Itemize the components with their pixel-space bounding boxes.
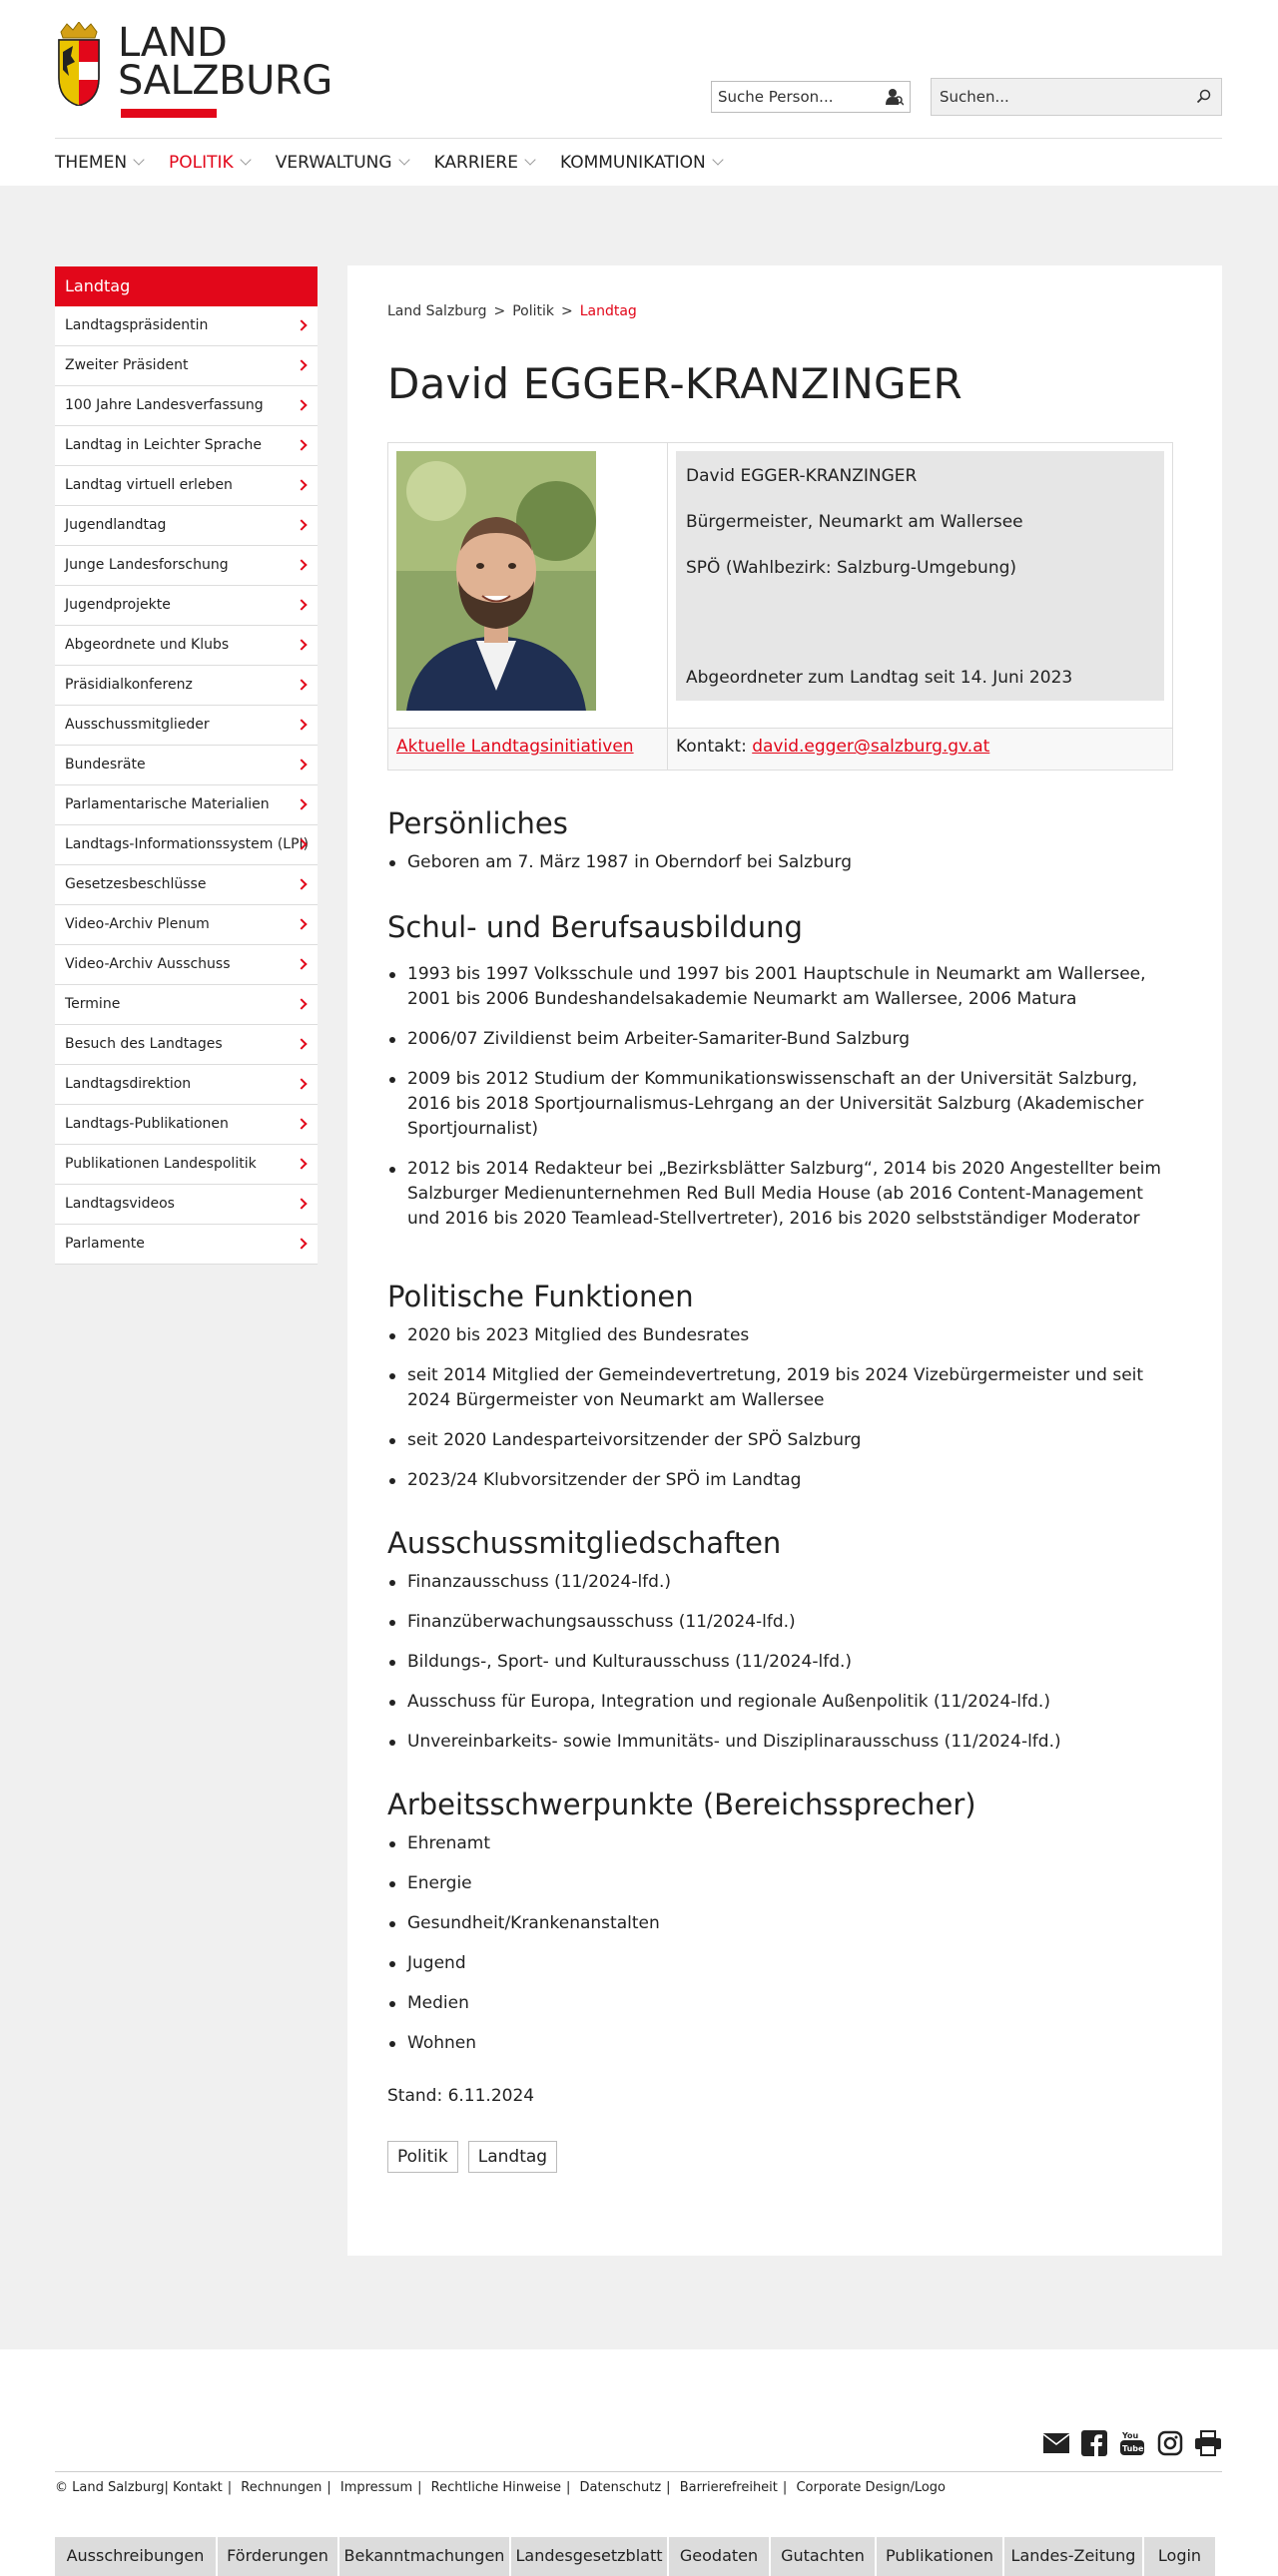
section-list — [387, 1570, 1182, 1755]
chevron-down-icon — [712, 154, 723, 165]
list-item: Finanzausschuss (11/2024-lfd.) — [387, 1570, 1173, 1595]
nav-label: KARRIERE — [433, 152, 518, 173]
footer-link-publikationen[interactable]: Publikationen — [877, 2534, 1002, 2576]
section-title: Politische Funktionen — [387, 1280, 694, 1313]
list-item: Wohnen — [387, 2031, 1173, 2056]
site-logo[interactable] — [55, 22, 334, 122]
sidebar-item-100-jahre-landesverfassung[interactable] — [55, 386, 318, 426]
sidebar-item-label: Video-Archiv Ausschuss — [65, 956, 231, 972]
mail-icon[interactable] — [1042, 2429, 1070, 2457]
separator: | — [227, 2480, 233, 2495]
sidebar-item-label: Zweiter Präsident — [65, 357, 189, 373]
sidebar-item-label: Landtags-Informationssystem (LPI) — [65, 836, 310, 852]
sidebar-item-publikationen-landespolitik[interactable] — [55, 1145, 318, 1185]
legal-link-corporate-design[interactable]: Corporate Design/Logo — [796, 2480, 946, 2495]
profile-details — [676, 451, 1164, 701]
sidebar-item-gesetzesbeschlüsse[interactable] — [55, 865, 318, 905]
instagram-icon[interactable] — [1156, 2429, 1184, 2457]
footer-link-geodaten[interactable]: Geodaten — [669, 2534, 769, 2576]
sidebar-item-landtagsdirektion[interactable] — [55, 1065, 318, 1105]
last-updated: Stand: 6.11.2024 — [387, 2086, 535, 2106]
separator: | — [417, 2480, 422, 2495]
person-search-icon[interactable] — [886, 88, 904, 106]
sidebar-item-landtagsvideos[interactable] — [55, 1185, 318, 1225]
svg-text:You: You — [1122, 2431, 1139, 2440]
section-title: Persönliches — [387, 806, 568, 840]
sidebar-item-landtags-informationssystem-lpi[interactable] — [55, 825, 318, 865]
chevron-right-icon — [296, 679, 307, 690]
initiatives-link[interactable]: Aktuelle Landtagsinitiativen — [396, 737, 634, 757]
list-item: seit 2014 Mitglied der Gemeindevertretung, 2019 bis 2024 Vizebürgermeister und seit 2024 Bürgermeister von Neumarkt am Wallersee — [387, 1363, 1173, 1413]
sidebar-item-präsidialkonferenz[interactable] — [55, 666, 318, 706]
chevron-right-icon — [296, 958, 307, 969]
breadcrumb-current[interactable]: Landtag — [579, 303, 637, 319]
portrait-image — [396, 451, 596, 711]
chevron-right-icon — [296, 399, 307, 410]
nav-label: THEMEN — [55, 152, 128, 173]
breadcrumb-item-politik[interactable]: Politik — [512, 303, 554, 319]
youtube-icon[interactable] — [1118, 2429, 1146, 2457]
footer-link-landesgesetzblatt[interactable]: Landesgesetzblatt — [511, 2534, 667, 2576]
footer-link-login[interactable]: Login — [1144, 2534, 1215, 2576]
chevron-right-icon — [296, 1238, 307, 1249]
contact-cell — [668, 729, 1173, 771]
sidebar-title[interactable]: Landtag — [55, 266, 318, 306]
nav-item-kommunikation[interactable] — [560, 153, 722, 173]
section-committees — [387, 1526, 1182, 1755]
chevron-right-icon — [296, 878, 307, 889]
sidebar-item-label: Jugendlandtag — [65, 517, 167, 533]
profile-role: Bürgermeister, Neumarkt am Wallersee — [686, 512, 1023, 532]
list-item: Medien — [387, 1991, 1173, 2016]
print-icon[interactable] — [1194, 2429, 1222, 2457]
section-list — [387, 1831, 1182, 2056]
separator: | — [326, 2480, 331, 2495]
footer-link-landes-zeitung[interactable]: Landes-Zeitung — [1004, 2534, 1142, 2576]
chevron-right-icon — [296, 798, 307, 809]
list-item: seit 2020 Landesparteivorsitzender der SPÖ Salzburg — [387, 1428, 1173, 1453]
tag-list — [387, 2141, 1182, 2173]
legal-link-barrierefreiheit[interactable]: Barrierefreiheit — [679, 2480, 778, 2495]
list-item: Ehrenamt — [387, 1831, 1173, 1856]
photo-cell — [388, 443, 668, 729]
list-item: Gesundheit/Krankenanstalten — [387, 1911, 1173, 1936]
sidebar-item-landtags-publikationen[interactable] — [55, 1105, 318, 1145]
site-search-placeholder: Suchen... — [940, 88, 1009, 106]
sidebar-item-label: Jugendprojekte — [65, 597, 171, 613]
list-item: Bildungs-, Sport- und Kulturausschuss (11/2024-lfd.) — [387, 1650, 1173, 1675]
legal-link-kontakt[interactable]: Kontakt — [173, 2480, 223, 2495]
sidebar-item-label: Besuch des Landtages — [65, 1036, 223, 1052]
main-content — [347, 265, 1222, 2256]
list-item: Energie — [387, 1871, 1173, 1896]
sidebar-item-label: Publikationen Landespolitik — [65, 1156, 257, 1172]
chevron-right-icon — [296, 439, 307, 450]
coat-of-arms-icon — [55, 22, 103, 106]
separator: | — [666, 2480, 671, 2495]
sidebar-item-abgeordnete-und-klubs[interactable] — [55, 626, 318, 666]
separator: | — [782, 2480, 788, 2495]
nav-item-politik[interactable] — [169, 153, 250, 173]
logo-wordmark — [118, 20, 332, 104]
initiatives-cell — [388, 729, 668, 771]
list-item: 1993 bis 1997 Volksschule und 1997 bis 2001 Hauptschule in Neumarkt am Wallersee, 2001 bis 2006 Bundeshandelsakademie Neumarkt am Wallersee, 2006 Matura — [387, 962, 1173, 1012]
list-item: 2012 bis 2014 Redakteur bei „Bezirksblätter Salzburg“, 2014 bis 2020 Angestellter beim Salzburger Medienunternehmen Red Bull Media House (ab 2016 Content-Management und 2016 bis 2020 Teamlead-Stellvertreter), 2016 bis 2020 selbstständiger Moderator — [387, 1157, 1173, 1232]
chevron-right-icon — [296, 1198, 307, 1209]
profile-party: SPÖ (Wahlbezirk: Salzburg-Umgebung) — [686, 558, 1017, 578]
footer-link-gutachten[interactable]: Gutachten — [771, 2534, 875, 2576]
chevron-right-icon — [296, 1038, 307, 1049]
list-item: Unvereinbarkeits- sowie Immunitäts- und Disziplinarausschuss (11/2024-lfd.) — [387, 1730, 1173, 1755]
sidebar-item-label: Präsidialkonferenz — [65, 677, 193, 693]
sidebar — [55, 266, 318, 1265]
chevron-right-icon — [296, 1158, 307, 1169]
chevron-right-icon — [296, 639, 307, 650]
sidebar-item-label: Parlamentarische Materialien — [65, 796, 270, 812]
section-list — [387, 962, 1182, 1232]
nav-label: KOMMUNIKATION — [560, 152, 706, 173]
sidebar-item-label: Landtag virtuell erleben — [65, 477, 233, 493]
section-personal — [387, 806, 1182, 875]
chevron-right-icon — [296, 1078, 307, 1089]
logo-line1: LAND — [118, 20, 228, 66]
legal-link-rechtliche-hinweise[interactable]: Rechtliche Hinweise — [430, 2480, 561, 2495]
sidebar-item-label: Termine — [65, 996, 121, 1012]
breadcrumb-separator: > — [560, 303, 573, 319]
sidebar-item-label: Gesetzesbeschlüsse — [65, 876, 207, 892]
list-item: Finanzüberwachungsausschuss (11/2024-lfd.) — [387, 1610, 1173, 1635]
sidebar-item-ausschussmitglieder[interactable] — [55, 706, 318, 746]
sidebar-item-label: Ausschussmitglieder — [65, 717, 210, 733]
sidebar-item-label: Junge Landesforschung — [65, 557, 229, 573]
search-icon[interactable] — [1197, 89, 1211, 103]
footer-link-ausschreibungen[interactable]: Ausschreibungen — [55, 2534, 216, 2576]
sidebar-item-label: Bundesräte — [65, 757, 146, 773]
details-cell — [668, 443, 1173, 729]
sidebar-item-label: Abgeordnete und Klubs — [65, 637, 230, 653]
main-navigation — [55, 138, 1222, 186]
sidebar-item-parlamente[interactable] — [55, 1225, 318, 1265]
chevron-down-icon — [398, 154, 409, 165]
chevron-right-icon — [296, 519, 307, 530]
chevron-right-icon — [296, 998, 307, 1009]
sidebar-item-video-archiv-ausschuss[interactable] — [55, 945, 318, 985]
tag-politik[interactable]: Politik — [387, 2141, 458, 2173]
profile-since: Abgeordneter zum Landtag seit 14. Juni 2023 — [686, 668, 1073, 688]
section-title: Arbeitsschwerpunkte (Bereichssprecher) — [387, 1788, 976, 1821]
separator: | — [565, 2480, 571, 2495]
sidebar-item-label: Landtagspräsidentin — [65, 317, 209, 333]
site-footer — [0, 2391, 1278, 2537]
sidebar-item-label: Landtags-Publikationen — [65, 1116, 229, 1132]
chevron-down-icon — [524, 154, 535, 165]
site-search-input[interactable] — [931, 78, 1222, 116]
section-title: Schul- und Berufsausbildung — [387, 910, 803, 944]
sidebar-item-video-archiv-plenum[interactable] — [55, 905, 318, 945]
sidebar-item-label: 100 Jahre Landesverfassung — [65, 397, 264, 413]
sidebar-item-label: Landtagsdirektion — [65, 1076, 192, 1092]
chevron-right-icon — [296, 359, 307, 370]
sidebar-item-landtag-in-leichter-sprache[interactable] — [55, 426, 318, 466]
sidebar-items — [55, 306, 318, 1265]
nav-item-karriere[interactable] — [434, 153, 534, 173]
nav-item-verwaltung[interactable] — [276, 153, 408, 173]
list-item: Geboren am 7. März 1987 in Oberndorf bei Salzburg — [387, 850, 1173, 875]
page-title: David EGGER-KRANZINGER — [387, 359, 962, 408]
chevron-down-icon — [133, 154, 144, 165]
section-focus — [387, 1788, 1182, 2056]
legal-link-rechnungen[interactable]: Rechnungen — [241, 2480, 322, 2495]
section-list — [387, 850, 1182, 875]
breadcrumb-item-land-salzburg[interactable]: Land Salzburg — [387, 303, 487, 319]
legal-link-datenschutz[interactable]: Datenschutz — [579, 2480, 662, 2495]
nav-label: VERWALTUNG — [275, 152, 392, 173]
footer-link-bekanntmachungen[interactable]: Bekanntmachungen — [339, 2534, 509, 2576]
breadcrumb-separator: > — [493, 303, 506, 319]
legal-link-impressum[interactable]: Impressum — [339, 2480, 413, 2495]
facebook-icon[interactable] — [1080, 2429, 1108, 2457]
sidebar-item-label: Parlamente — [65, 1236, 145, 1252]
sidebar-item-bundesräte[interactable] — [55, 746, 318, 785]
sidebar-item-label: Landtag in Leichter Sprache — [65, 437, 262, 453]
sidebar-item-termine[interactable] — [55, 985, 318, 1025]
sidebar-item-junge-landesforschung[interactable] — [55, 546, 318, 586]
legal-links — [55, 2471, 1222, 2495]
chevron-right-icon — [296, 559, 307, 570]
footer-link-foerderungen[interactable]: Förderungen — [218, 2534, 337, 2576]
profile-table — [387, 442, 1173, 771]
tag-landtag[interactable]: Landtag — [468, 2141, 557, 2173]
section-political — [387, 1280, 1182, 1493]
social-icons — [1042, 2429, 1222, 2457]
sidebar-item-zweiter-präsident[interactable] — [55, 346, 318, 386]
sidebar-item-label: Landtagsvideos — [65, 1196, 175, 1212]
profile-photo — [396, 451, 596, 711]
logo-line2: SALZBURG — [118, 58, 332, 104]
sidebar-item-jugendlandtag[interactable] — [55, 506, 318, 546]
logo-red-bar — [121, 109, 217, 118]
sidebar-item-landtagspräsidentin[interactable] — [55, 306, 318, 346]
list-item: 2006/07 Zivildienst beim Arbeiter-Samariter-Bund Salzburg — [387, 1027, 1173, 1052]
list-item: 2020 bis 2023 Mitglied des Bundesrates — [387, 1323, 1173, 1348]
sidebar-item-besuch-des-landtages[interactable] — [55, 1025, 318, 1065]
contact-label: Kontakt: — [676, 737, 747, 757]
section-title: Ausschussmitgliedschaften — [387, 1526, 782, 1560]
contact-email-link[interactable]: david.egger@salzburg.gv.at — [752, 737, 990, 757]
list-item: Ausschuss für Europa, Integration und regionale Außenpolitik (11/2024-lfd.) — [387, 1690, 1173, 1715]
sidebar-item-jugendprojekte[interactable] — [55, 586, 318, 626]
site-header — [0, 0, 1278, 186]
sidebar-item-label: Video-Archiv Plenum — [65, 916, 210, 932]
sidebar-item-parlamentarische-materialien[interactable] — [55, 785, 318, 825]
svg-text:Tube: Tube — [1122, 2444, 1144, 2453]
sidebar-item-landtag-virtuell-erleben[interactable] — [55, 466, 318, 506]
section-education — [387, 910, 1182, 1232]
profile-name: David EGGER-KRANZINGER — [686, 466, 918, 486]
footer-link-bar — [55, 2534, 1222, 2576]
breadcrumb — [387, 303, 1182, 319]
person-search-input[interactable] — [711, 81, 911, 113]
chevron-down-icon — [240, 154, 251, 165]
chevron-right-icon — [296, 918, 307, 929]
chevron-right-icon — [296, 1118, 307, 1129]
chevron-right-icon — [296, 319, 307, 330]
list-item: 2009 bis 2012 Studium der Kommunikationswissenschaft an der Universität Salzburg, 2016 bis 2018 Sportjournalismus-Lehrgang an der Universität Salzburg (Akademischer Sportjournalist) — [387, 1067, 1173, 1142]
chevron-right-icon — [296, 599, 307, 610]
chevron-right-icon — [296, 479, 307, 490]
chevron-right-icon — [296, 759, 307, 770]
chevron-right-icon — [296, 719, 307, 730]
list-item: Jugend — [387, 1951, 1173, 1976]
section-list — [387, 1323, 1182, 1493]
nav-item-themen[interactable] — [55, 153, 143, 173]
nav-label: POLITIK — [169, 152, 234, 173]
list-item: 2023/24 Klubvorsitzender der SPÖ im Landtag — [387, 1468, 1173, 1493]
person-search-placeholder: Suche Person... — [718, 88, 834, 106]
copyright: © Land Salzburg| — [55, 2480, 169, 2495]
